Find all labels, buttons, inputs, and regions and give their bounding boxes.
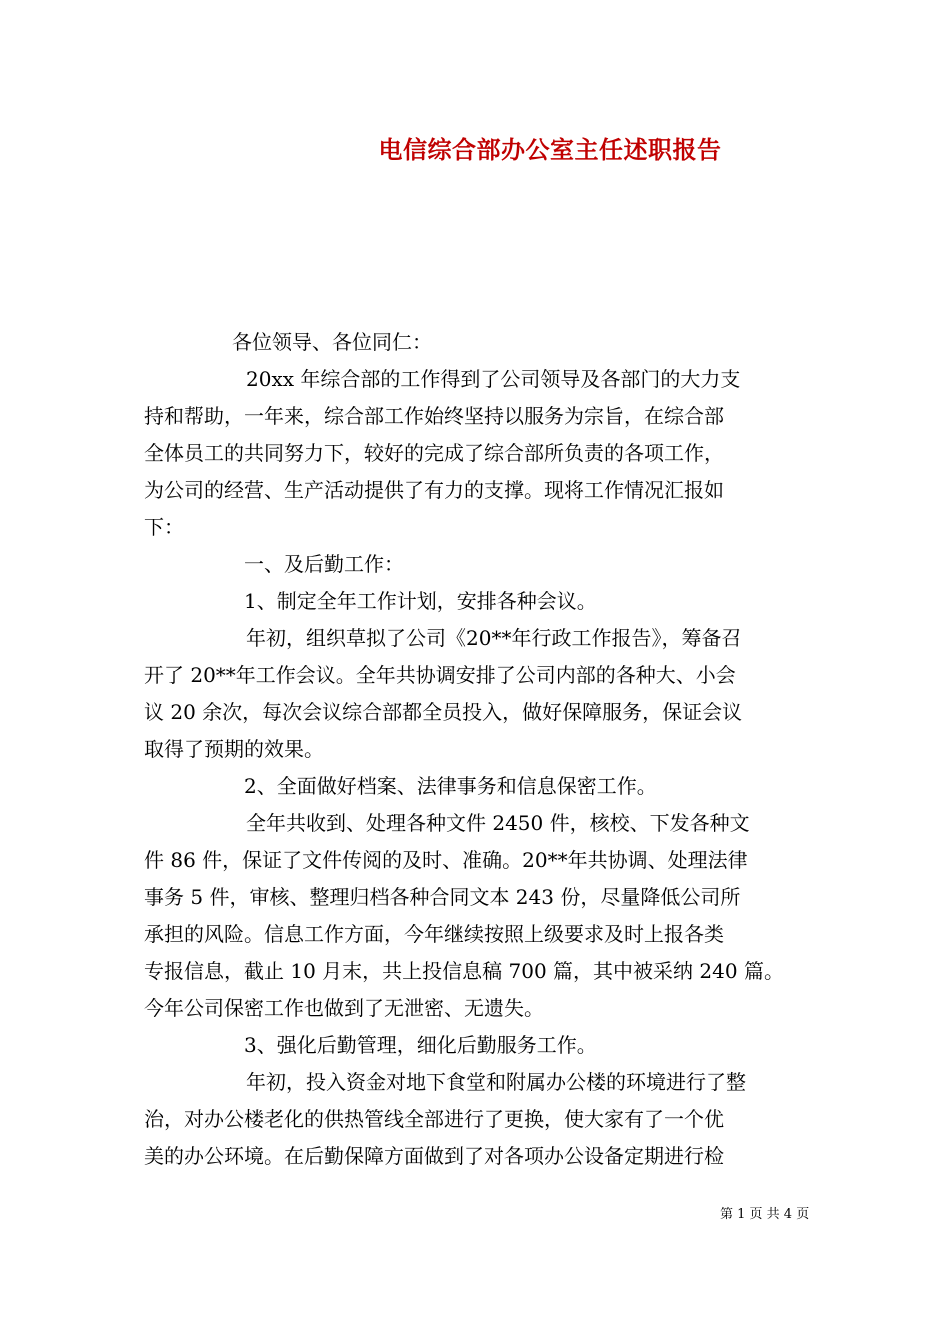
body-text — [144, 361, 830, 1175]
text-line: 持和帮助，一年来，综合部工作始终坚持以服务为宗旨，在综合部 — [144, 404, 724, 428]
text-line: 今年公司保密工作也做到了无泄密、无遗失。 — [144, 996, 544, 1020]
text-line: 全体员工的共同努力下，较好的完成了综合部所负责的各项工作， — [144, 441, 724, 465]
text-line: 1、制定全年工作计划，安排各种会议。 — [244, 589, 597, 613]
text-line: 承担的风险。信息工作方面，今年继续按照上级要求及时上报各类 — [144, 922, 724, 946]
text-line: 一、及后勤工作： — [244, 552, 404, 576]
text-line: 为公司的经营、生产活动提供了有力的支撑。现将工作情况汇报如 — [144, 478, 724, 502]
text-line: 议 20 余次，每次会议综合部都全员投入，做好保障服务，保证会议 — [144, 700, 743, 724]
text-line: 件 86 件，保证了文件传阅的及时、准确。20**年共协调、处理法律 — [144, 848, 748, 872]
text-line: 全年共收到、处理各种文件 2450 件，核校、下发各种文 — [246, 811, 750, 835]
text-line: 治，对办公楼老化的供热管线全部进行了更换，使大家有了一个优 — [144, 1107, 724, 1131]
document-title: 电信综合部办公室主任述职报告 — [378, 135, 722, 164]
greeting: 各位领导、各位同仁： — [232, 330, 432, 354]
text-line: 2、全面做好档案、法律事务和信息保密工作。 — [244, 774, 657, 798]
page-number: 第 1 页 共 4 页 — [720, 1207, 810, 1222]
text-line: 专报信息，截止 10 月末，共上投信息稿 700 篇，其中被采纳 240 篇。 — [144, 959, 784, 983]
document-body — [144, 324, 830, 1175]
text-line: 开了 20**年工作会议。全年共协调安排了公司内部的各种大、小会 — [144, 663, 736, 687]
text-line: 事务 5 件，审核、整理归档各种合同文本 243 份，尽量降低公司所 — [144, 885, 741, 909]
text-line: 取得了预期的效果。 — [144, 737, 324, 761]
text-line: 美的办公环境。在后勤保障方面做到了对各项办公设备定期进行检 — [144, 1144, 724, 1168]
text-line: 3、强化后勤管理，细化后勤服务工作。 — [244, 1033, 597, 1057]
text-line: 年初，投入资金对地下食堂和附属办公楼的环境进行了整 — [246, 1070, 746, 1094]
text-line: 20xx 年综合部的工作得到了公司领导及各部门的大力支 — [246, 367, 741, 391]
text-line: 年初，组织草拟了公司《20**年行政工作报告》，筹备召 — [246, 626, 742, 650]
text-line: 下： — [144, 515, 184, 539]
